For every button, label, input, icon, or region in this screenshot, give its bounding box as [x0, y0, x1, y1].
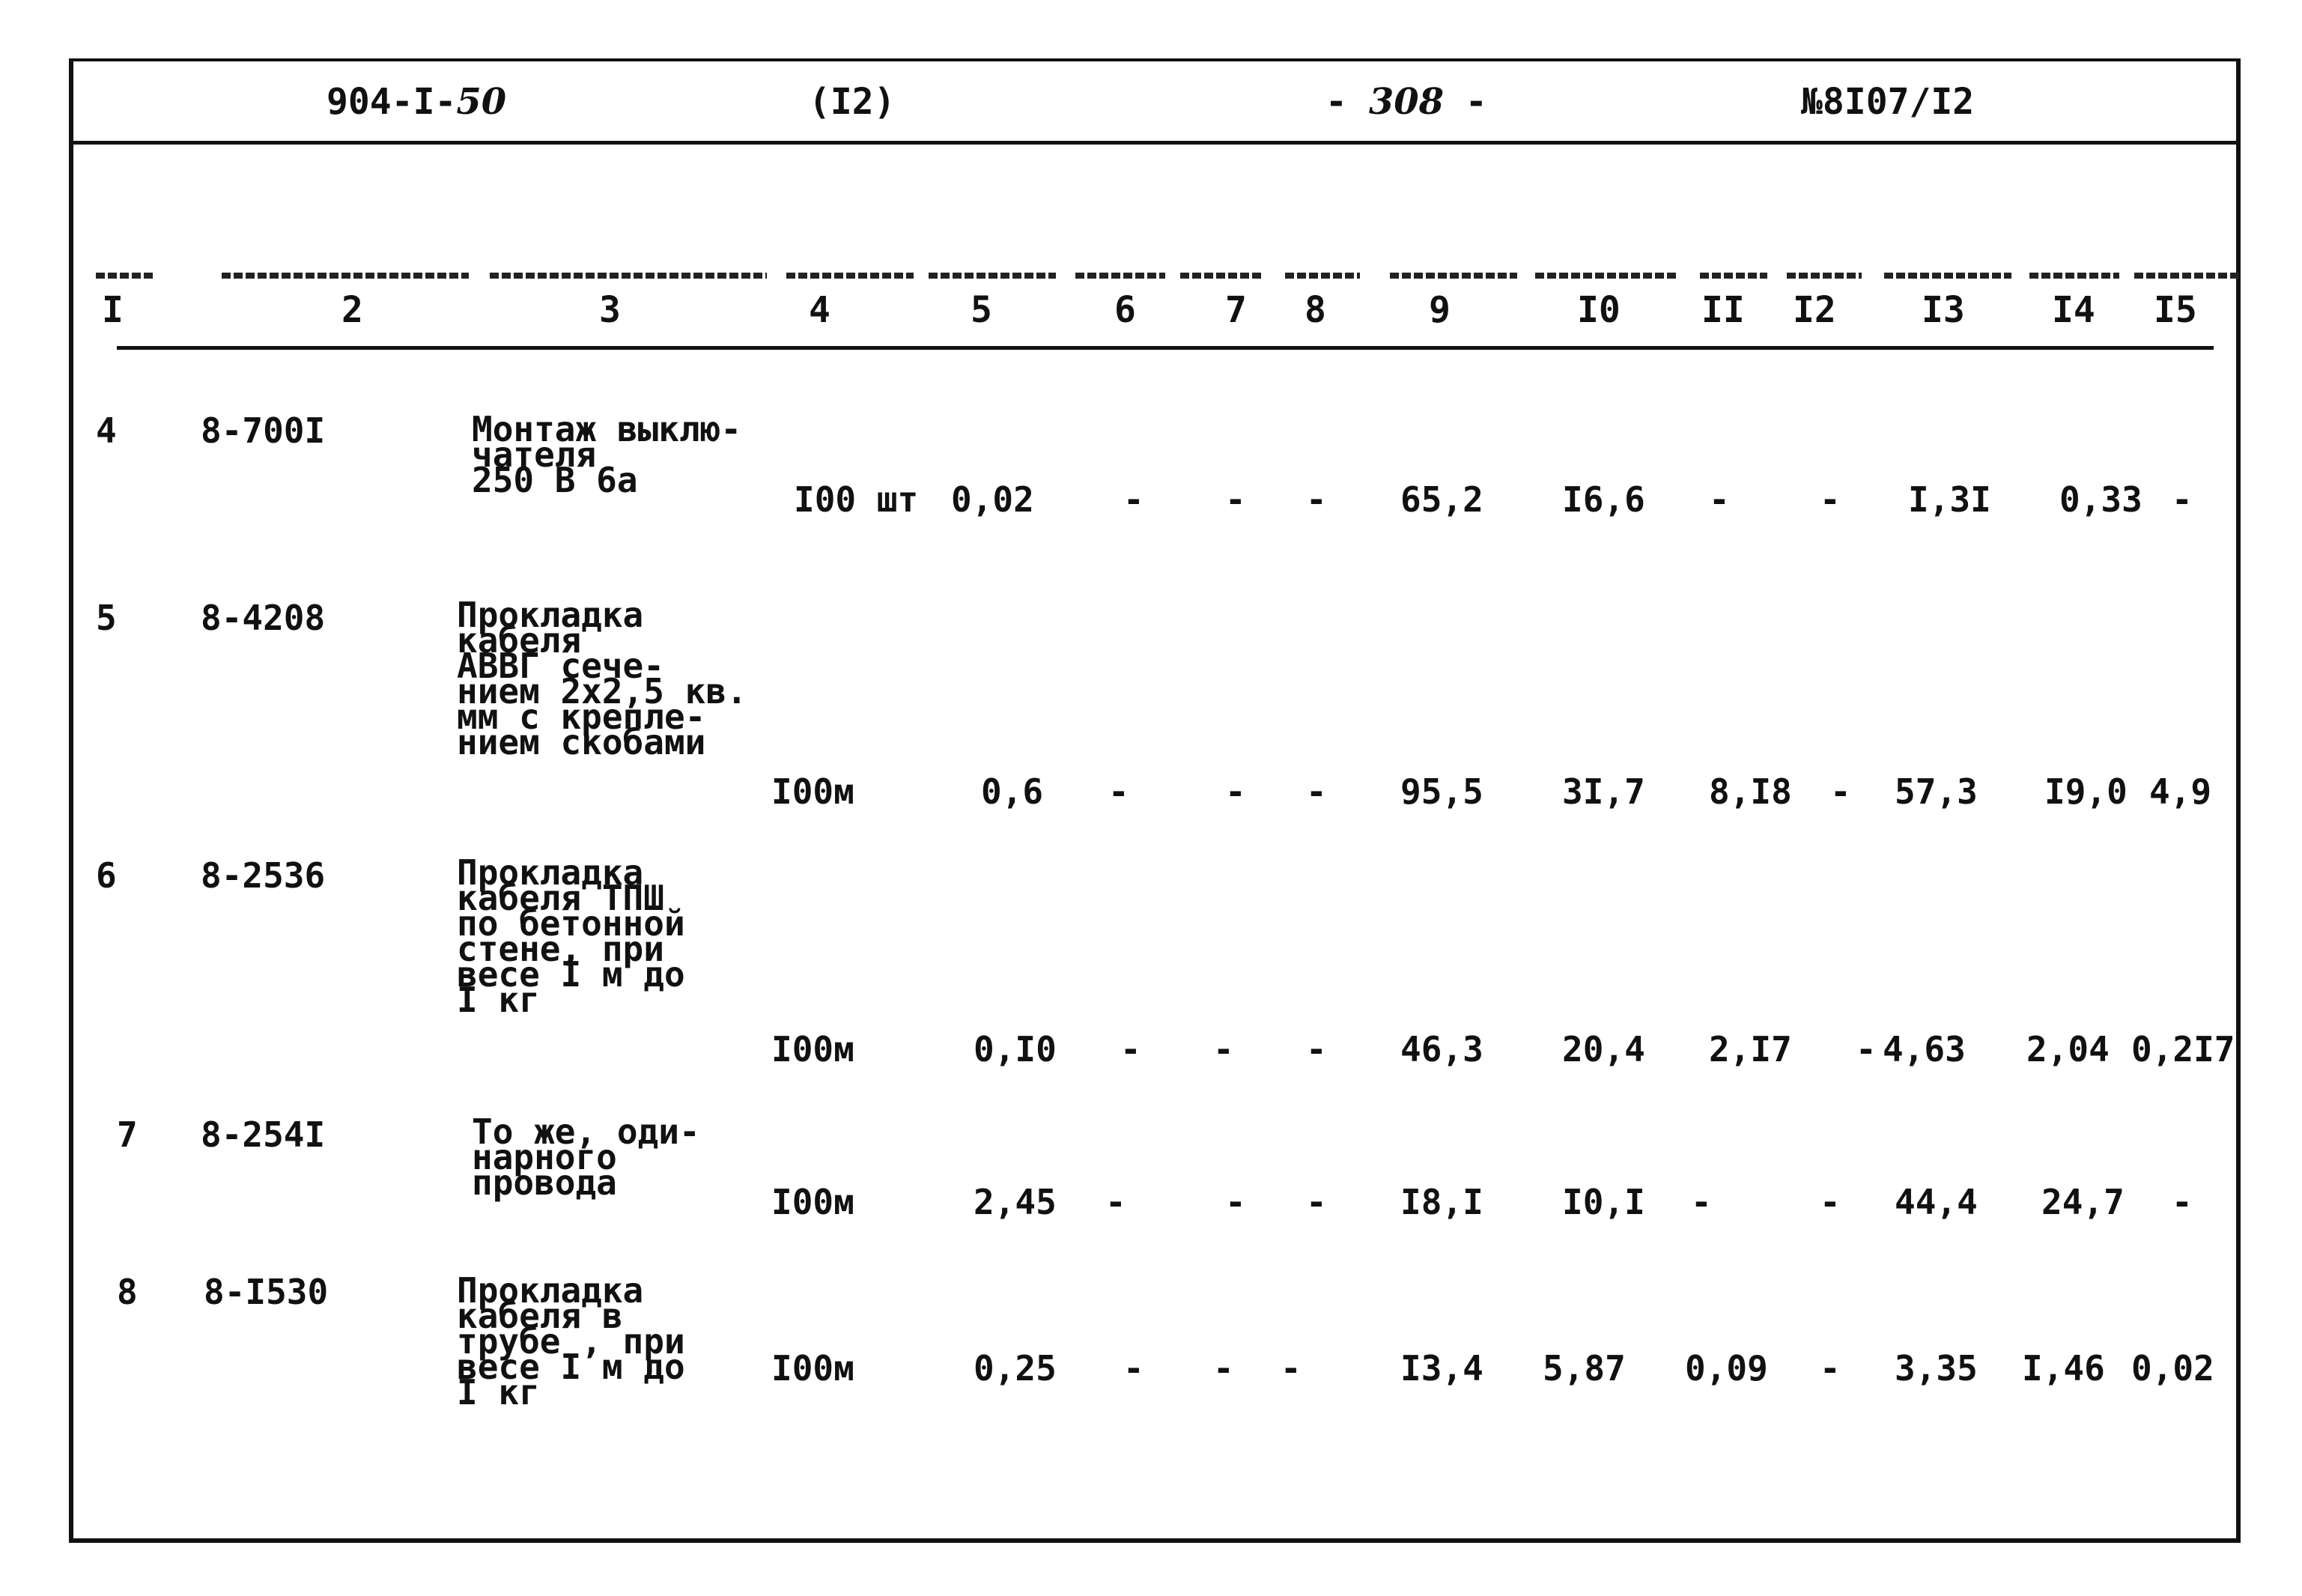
col-9-value: 95,5 [1400, 771, 1483, 812]
col-15-value: - [2172, 479, 2193, 520]
column-number: II [1701, 289, 1745, 331]
column-dash [1180, 273, 1263, 279]
unit: I00м [771, 1348, 854, 1389]
col-9-value: 65,2 [1400, 479, 1483, 520]
col-13-value: 57,3 [1895, 771, 1978, 812]
column-number: 2 [341, 289, 363, 331]
col-7-value: - [1225, 1182, 1246, 1222]
work-description: Монтаж выклю- чателя 250 В 6а [472, 409, 742, 500]
column-number: I [102, 289, 124, 331]
col-7-value: - [1213, 1348, 1234, 1389]
work-description: То же, оди- нарного провода [472, 1111, 700, 1203]
column-dash [2134, 273, 2239, 279]
col-6-value: - [1123, 1348, 1144, 1389]
col-8-value: - [1306, 1029, 1327, 1069]
col-12-value: - [1820, 479, 1841, 520]
col-13-value: 3,35 [1895, 1348, 1978, 1389]
column-dash [2029, 273, 2119, 279]
work-description: Прокладка кабеля ТПШ по бетонной стене, при весе I м до I кг [457, 852, 685, 1020]
rate-code: 8-254I [201, 1114, 326, 1155]
col-12-value: - [1856, 1029, 1877, 1069]
column-dash [490, 273, 767, 279]
rate-code: 8-I530 [204, 1272, 329, 1312]
col-11-value: 0,09 [1685, 1348, 1768, 1389]
col-11-value: 2,I7 [1709, 1029, 1792, 1069]
column-number: 7 [1225, 289, 1247, 331]
rate-code: 8-4208 [201, 598, 326, 638]
col-7-value: - [1225, 479, 1246, 520]
col-10-value: 3I,7 [1562, 771, 1645, 812]
col-7-value: - [1225, 771, 1246, 812]
col-14-value: 24,7 [2041, 1182, 2125, 1222]
page-dash-right: - [1465, 81, 1487, 123]
document-number-handwritten: 50 [456, 81, 507, 123]
column-dash [222, 273, 469, 279]
column-dash [786, 273, 914, 279]
col-10-value: 20,4 [1562, 1029, 1645, 1069]
document-code: №8I07/I2 [1801, 81, 1975, 123]
col-14-value: 0,33 [2059, 479, 2142, 520]
col-6-value: - [1105, 1182, 1126, 1222]
column-number: I5 [2154, 289, 2197, 331]
col-15-value: 4,9 [2149, 771, 2212, 812]
page-number-handwritten: 308 [1368, 81, 1445, 123]
col-9-value: I3,4 [1400, 1348, 1483, 1389]
page-dash-left: - [1325, 81, 1347, 123]
column-dash [1285, 273, 1360, 279]
column-number: 9 [1429, 289, 1451, 331]
col-10-value: I0,I [1562, 1182, 1645, 1222]
col-13-value: I,3I [1908, 479, 1991, 520]
column-dash [1700, 273, 1767, 279]
col-9-value: 46,3 [1400, 1029, 1483, 1069]
quantity: 0,6 [981, 771, 1044, 812]
rate-code: 8-2536 [201, 855, 326, 896]
col-13-value: 4,63 [1883, 1029, 1966, 1069]
col-11-value: 8,I8 [1709, 771, 1792, 812]
column-number: 6 [1114, 289, 1136, 331]
col-6-value: - [1120, 1029, 1141, 1069]
col-11-value: - [1691, 1182, 1712, 1222]
column-number: 3 [599, 289, 621, 331]
col-15-value: - [2172, 1182, 2193, 1222]
col-10-value: 5,87 [1543, 1348, 1626, 1389]
col-10-value: I6,6 [1562, 479, 1645, 520]
quantity: 2,45 [974, 1182, 1057, 1222]
column-dash [1075, 273, 1165, 279]
column-dash [1787, 273, 1862, 279]
column-dash [929, 273, 1056, 279]
col-11-value: - [1709, 479, 1730, 520]
column-dash [1390, 273, 1517, 279]
column-number: 4 [809, 289, 830, 331]
page-number [1325, 81, 1487, 123]
col-15-value: 0,02 [2131, 1348, 2214, 1389]
column-number: 8 [1305, 289, 1326, 331]
unit: I00м [771, 1029, 854, 1069]
row-number: 7 [117, 1114, 138, 1155]
quantity: 0,I0 [974, 1029, 1057, 1069]
column-number: I4 [2052, 289, 2095, 331]
column-number: I3 [1922, 289, 1965, 331]
row-number: 5 [96, 598, 117, 638]
column-number: I0 [1577, 289, 1621, 331]
col-8-value: - [1306, 771, 1327, 812]
work-description: Прокладка кабеля в трубе , при весе I м до I кг [457, 1270, 685, 1413]
rate-code: 8-700I [201, 410, 326, 451]
column-number: 5 [971, 289, 992, 331]
work-description: Прокладка кабеля АВВГ сече- нием 2х2,5 кв. мм с крепле- нием скобами [457, 595, 747, 762]
column-dash [1884, 273, 2011, 279]
col-8-value: - [1306, 1182, 1327, 1222]
column-dash [1535, 273, 1677, 279]
quantity: 0,25 [974, 1348, 1057, 1389]
col-15-value: 0,2I7 [2131, 1029, 2235, 1069]
col-12-value: - [1820, 1348, 1841, 1389]
col-13-value: 44,4 [1895, 1182, 1978, 1222]
unit: I00м [771, 771, 854, 812]
col-14-value: 2,04 [2026, 1029, 2110, 1069]
column-header-underline [117, 346, 2214, 350]
col-14-value: I,46 [2022, 1348, 2105, 1389]
col-9-value: I8,I [1400, 1182, 1483, 1222]
col-6-value: - [1123, 479, 1144, 520]
quantity: 0,02 [951, 479, 1034, 520]
col-6-value: - [1108, 771, 1129, 812]
col-12-value: - [1830, 771, 1851, 812]
row-number: 4 [96, 410, 117, 451]
header-divider [69, 141, 2241, 145]
column-dash [96, 273, 156, 279]
document-number [327, 81, 506, 123]
col-7-value: - [1213, 1029, 1234, 1069]
col-8-value: - [1306, 479, 1327, 520]
col-12-value: - [1820, 1182, 1841, 1222]
unit: I00м [771, 1182, 854, 1222]
document-number-prefix: 904-I- [327, 81, 457, 123]
unit: I00 шт [794, 479, 919, 520]
col-14-value: I9,0 [2044, 771, 2128, 812]
sheet-label: (I2) [809, 81, 896, 123]
row-number: 8 [117, 1272, 138, 1312]
col-8-value: - [1281, 1348, 1302, 1389]
row-number: 6 [96, 855, 117, 896]
column-number: I2 [1793, 289, 1836, 331]
